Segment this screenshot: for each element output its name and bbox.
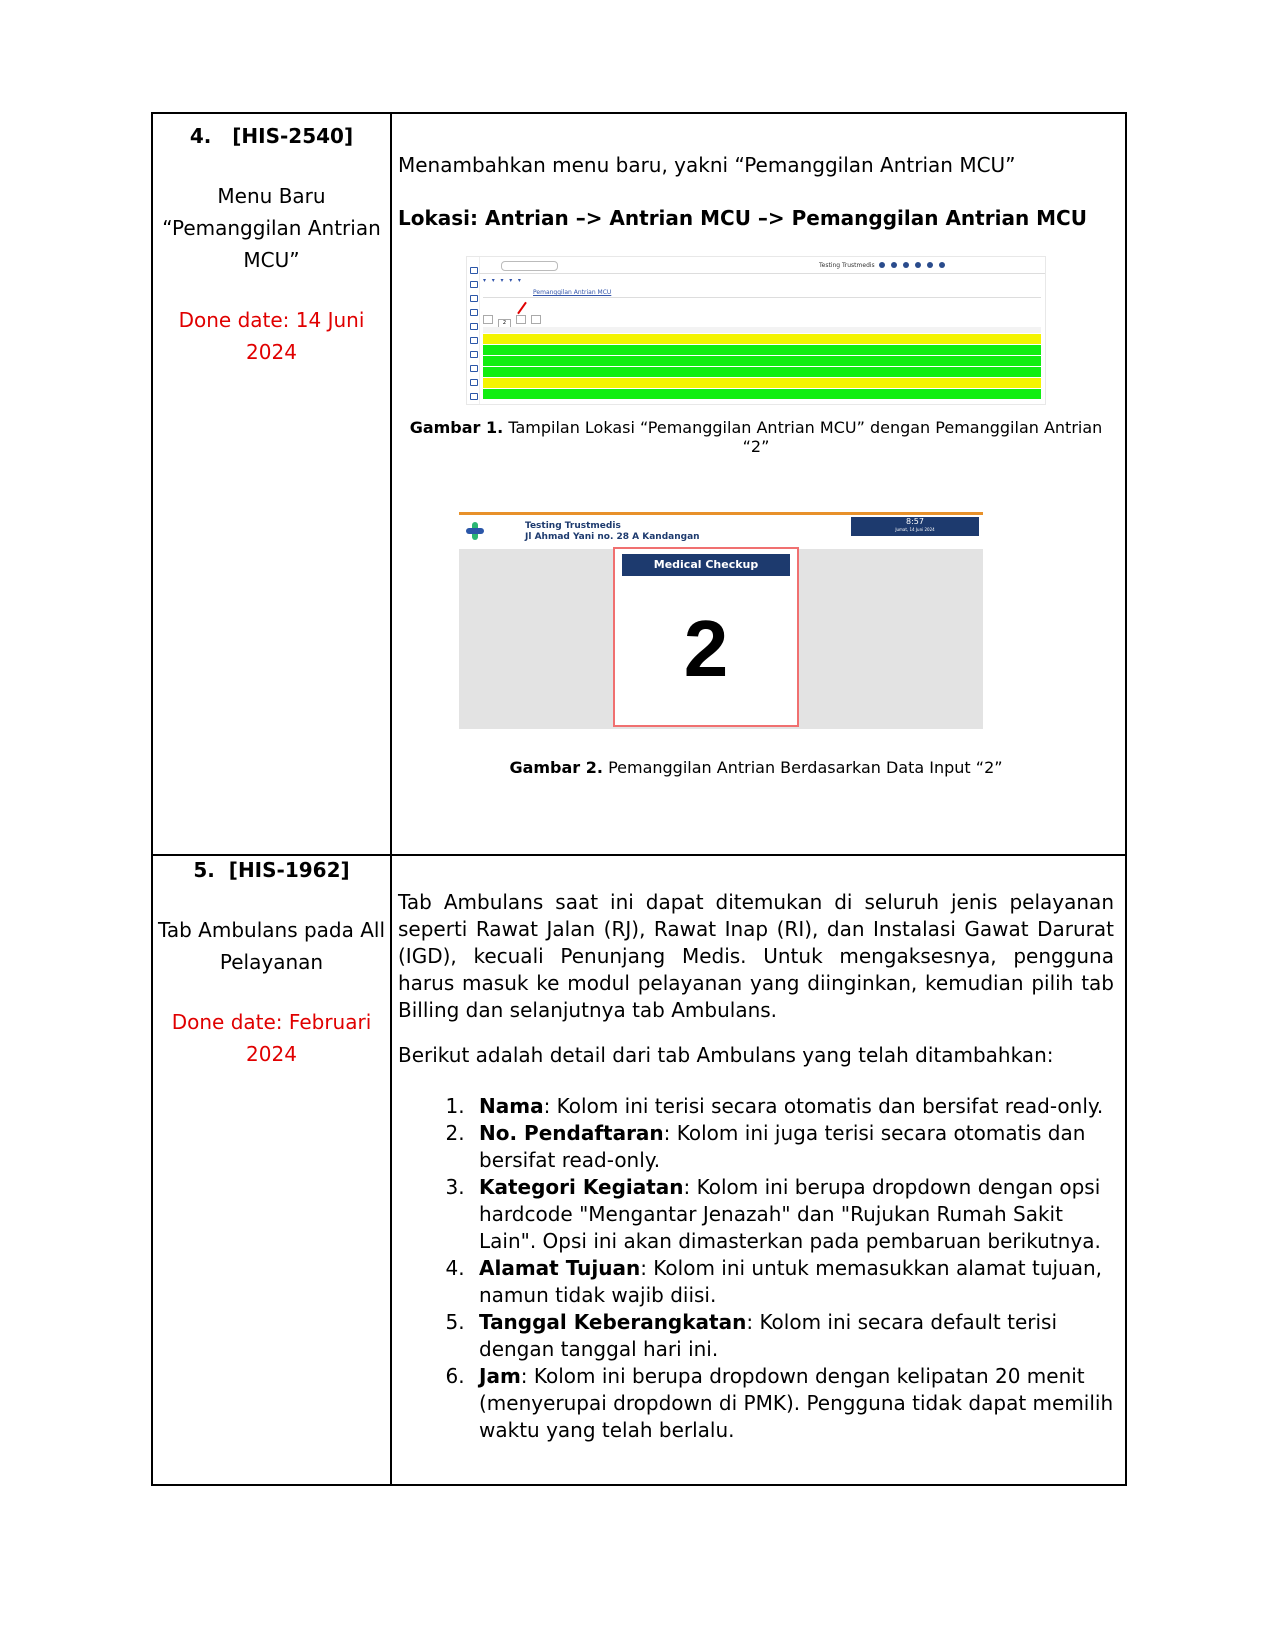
queue-input[interactable]: 2 [498, 319, 511, 328]
org-name: Testing Trustmedis [525, 521, 621, 531]
row4-done-year: 2024 [246, 340, 297, 364]
figure1-text: Tampilan Lokasi “Pemanggilan Antrian MCU” dengan Pemanggilan Antrian “2” [503, 418, 1103, 456]
sidebar-icon [470, 323, 478, 330]
row4-done-date: Done date: 14 Juni [178, 308, 365, 332]
screenshot-queue-menu [466, 256, 1046, 405]
list-item-desc: : Kolom ini juga terisi secara otomatis dan bersifat read-only. [479, 1121, 1086, 1172]
refresh-button[interactable] [483, 315, 493, 324]
row5-paragraph2: Berikut adalah detail dari tab Ambulans yang telah ditambahkan: [398, 1043, 1054, 1067]
list-item [471, 1255, 1114, 1309]
column-divider [390, 114, 392, 1484]
figure1-label: Gambar 1. [409, 418, 504, 437]
list-item-desc: : Kolom ini berupa dropdown dengan kelipatan 20 menit (menyerupai dropdown di PMK). Pengguna tidak dapat memilih waktu yang telah berlalu. [479, 1364, 1114, 1442]
list-item-desc: : Kolom ini untuk memasukkan alamat tujuan, namun tidak wajib diisi. [479, 1256, 1103, 1307]
table-header [483, 327, 1041, 333]
recall-button[interactable] [531, 315, 541, 324]
row5-title-line1: Tab Ambulans pada All [157, 918, 386, 942]
list-item-desc: : Kolom ini terisi secara otomatis dan bersifat read-only. [543, 1094, 1104, 1118]
queue-card-title: Medical Checkup [622, 554, 790, 576]
breadcrumb-link[interactable]: Pemanggilan Antrian MCU [533, 289, 612, 296]
list-item-term: Tanggal Keberangkatan [479, 1310, 747, 1334]
detail-list [398, 1093, 1114, 1444]
top-menu[interactable]: ▾ ▾ ▾ ▾ ▾ [483, 277, 521, 284]
sidebar-icon [470, 337, 478, 344]
topbar [479, 257, 1045, 274]
table-row[interactable] [483, 356, 1041, 366]
status-icon[interactable] [927, 262, 933, 268]
screenshot-queue-display [459, 512, 983, 729]
breadcrumb [483, 289, 1041, 298]
figure2-text: Pemanggilan Antrian Berdasarkan Data Input “2” [602, 758, 1003, 777]
plus-icon [470, 267, 478, 274]
table-row[interactable] [483, 389, 1041, 399]
call-button[interactable] [516, 315, 526, 324]
search-input[interactable] [501, 261, 558, 271]
sidebar-icon [470, 379, 478, 386]
list-item [471, 1120, 1114, 1174]
menu-icon [470, 281, 478, 288]
sidebar [467, 257, 480, 404]
org-address: Jl Ahmad Yani no. 28 A Kandangan [525, 532, 700, 542]
row5-ticket-id: [HIS-1962] [228, 858, 350, 882]
row5-ticket [153, 854, 390, 886]
list-item [471, 1093, 1114, 1120]
list-item [471, 1174, 1114, 1255]
row4-title-line2: “Pemanggilan Antrian [162, 216, 381, 240]
list-item-term: Nama [479, 1094, 544, 1118]
row5-title-line2: Pelayanan [219, 950, 324, 974]
row5-left-cell [153, 824, 390, 1070]
list-item [471, 1309, 1114, 1363]
list-item-desc: : Kolom ini secara default terisi dengan tanggal hari ini. [479, 1310, 1058, 1361]
plus-logo-icon [465, 521, 485, 541]
clock-panel [851, 517, 979, 536]
row5-detail-list [398, 1093, 1114, 1444]
status-icon[interactable] [903, 262, 909, 268]
row4-ticket-id: [HIS-2540] [232, 124, 354, 148]
row4-location: Lokasi: Antrian –> Antrian MCU –> Pemanggilan Antrian MCU [398, 206, 1087, 230]
figure1-caption [398, 418, 1114, 456]
clock-time: 8:57 [906, 517, 924, 526]
row5-done-year: 2024 [246, 1042, 297, 1066]
sidebar-icon [470, 295, 478, 302]
row4-title-line1: Menu Baru [217, 184, 326, 208]
avatar[interactable] [939, 262, 945, 268]
sidebar-icon [470, 393, 478, 400]
table-row[interactable] [483, 367, 1041, 377]
list-item-desc: : Kolom ini berupa dropdown dengan opsi hardcode "Mengantar Jenazah" dan "Rujukan Rumah Sakit Lain". Opsi ini akan dimasterkan pada pembaruan berikutnya. [479, 1175, 1101, 1253]
row4-left-cell [153, 120, 390, 368]
gear-icon[interactable] [915, 262, 921, 268]
row4-title-line3: MCU” [243, 248, 300, 272]
figure2-caption [398, 758, 1114, 777]
list-item-term: Alamat Tujuan [479, 1256, 641, 1280]
list-item-term: Kategori Kegiatan [479, 1175, 684, 1199]
clock-date: Jumat, 14 Juni 2024 [895, 527, 935, 532]
queue-card [613, 547, 799, 727]
org-info [525, 521, 700, 543]
list-item-term: Jam [479, 1364, 521, 1388]
table-row[interactable] [483, 378, 1041, 388]
annotation-arrow [517, 302, 527, 315]
sidebar-icon [470, 365, 478, 372]
list-item [471, 1363, 1114, 1444]
row5-number: 5. [193, 858, 215, 882]
sidebar-icon [470, 309, 478, 316]
status-icon[interactable] [891, 262, 897, 268]
row4-number: 4. [189, 124, 212, 148]
feature-table [151, 112, 1127, 1486]
row4-intro: Menambahkan menu baru, yakni “Pemanggilan Antrian MCU” [398, 153, 1016, 177]
row5-paragraph1: Tab Ambulans saat ini dapat ditemukan di seluruh jenis pelayanan seperti Rawat Jalan (RJ), Rawat Inap (RI), dan Instalasi Gawat Darurat (IGD), kecuali Penunjang Medis. Untuk mengaksesnya, pengguna harus masuk ke modul pelayanan yang diinginkan, kemudian pilih tab Billing dan selanjutnya tab Ambulans. [398, 890, 1114, 1022]
table-row[interactable] [483, 345, 1041, 355]
table-row[interactable] [483, 334, 1041, 344]
row5-done-date: Done date: Februari [171, 1010, 372, 1034]
status-icon[interactable] [879, 262, 885, 268]
figure2-label: Gambar 2. [509, 758, 603, 777]
sidebar-icon [470, 351, 478, 358]
row4-ticket [153, 120, 390, 152]
queue-number: 2 [683, 604, 729, 693]
brand-name: Testing Trustmedis [819, 262, 875, 269]
toolbar [483, 315, 544, 326]
list-item-term: No. Pendaftaran [479, 1121, 664, 1145]
display-header [459, 515, 983, 549]
